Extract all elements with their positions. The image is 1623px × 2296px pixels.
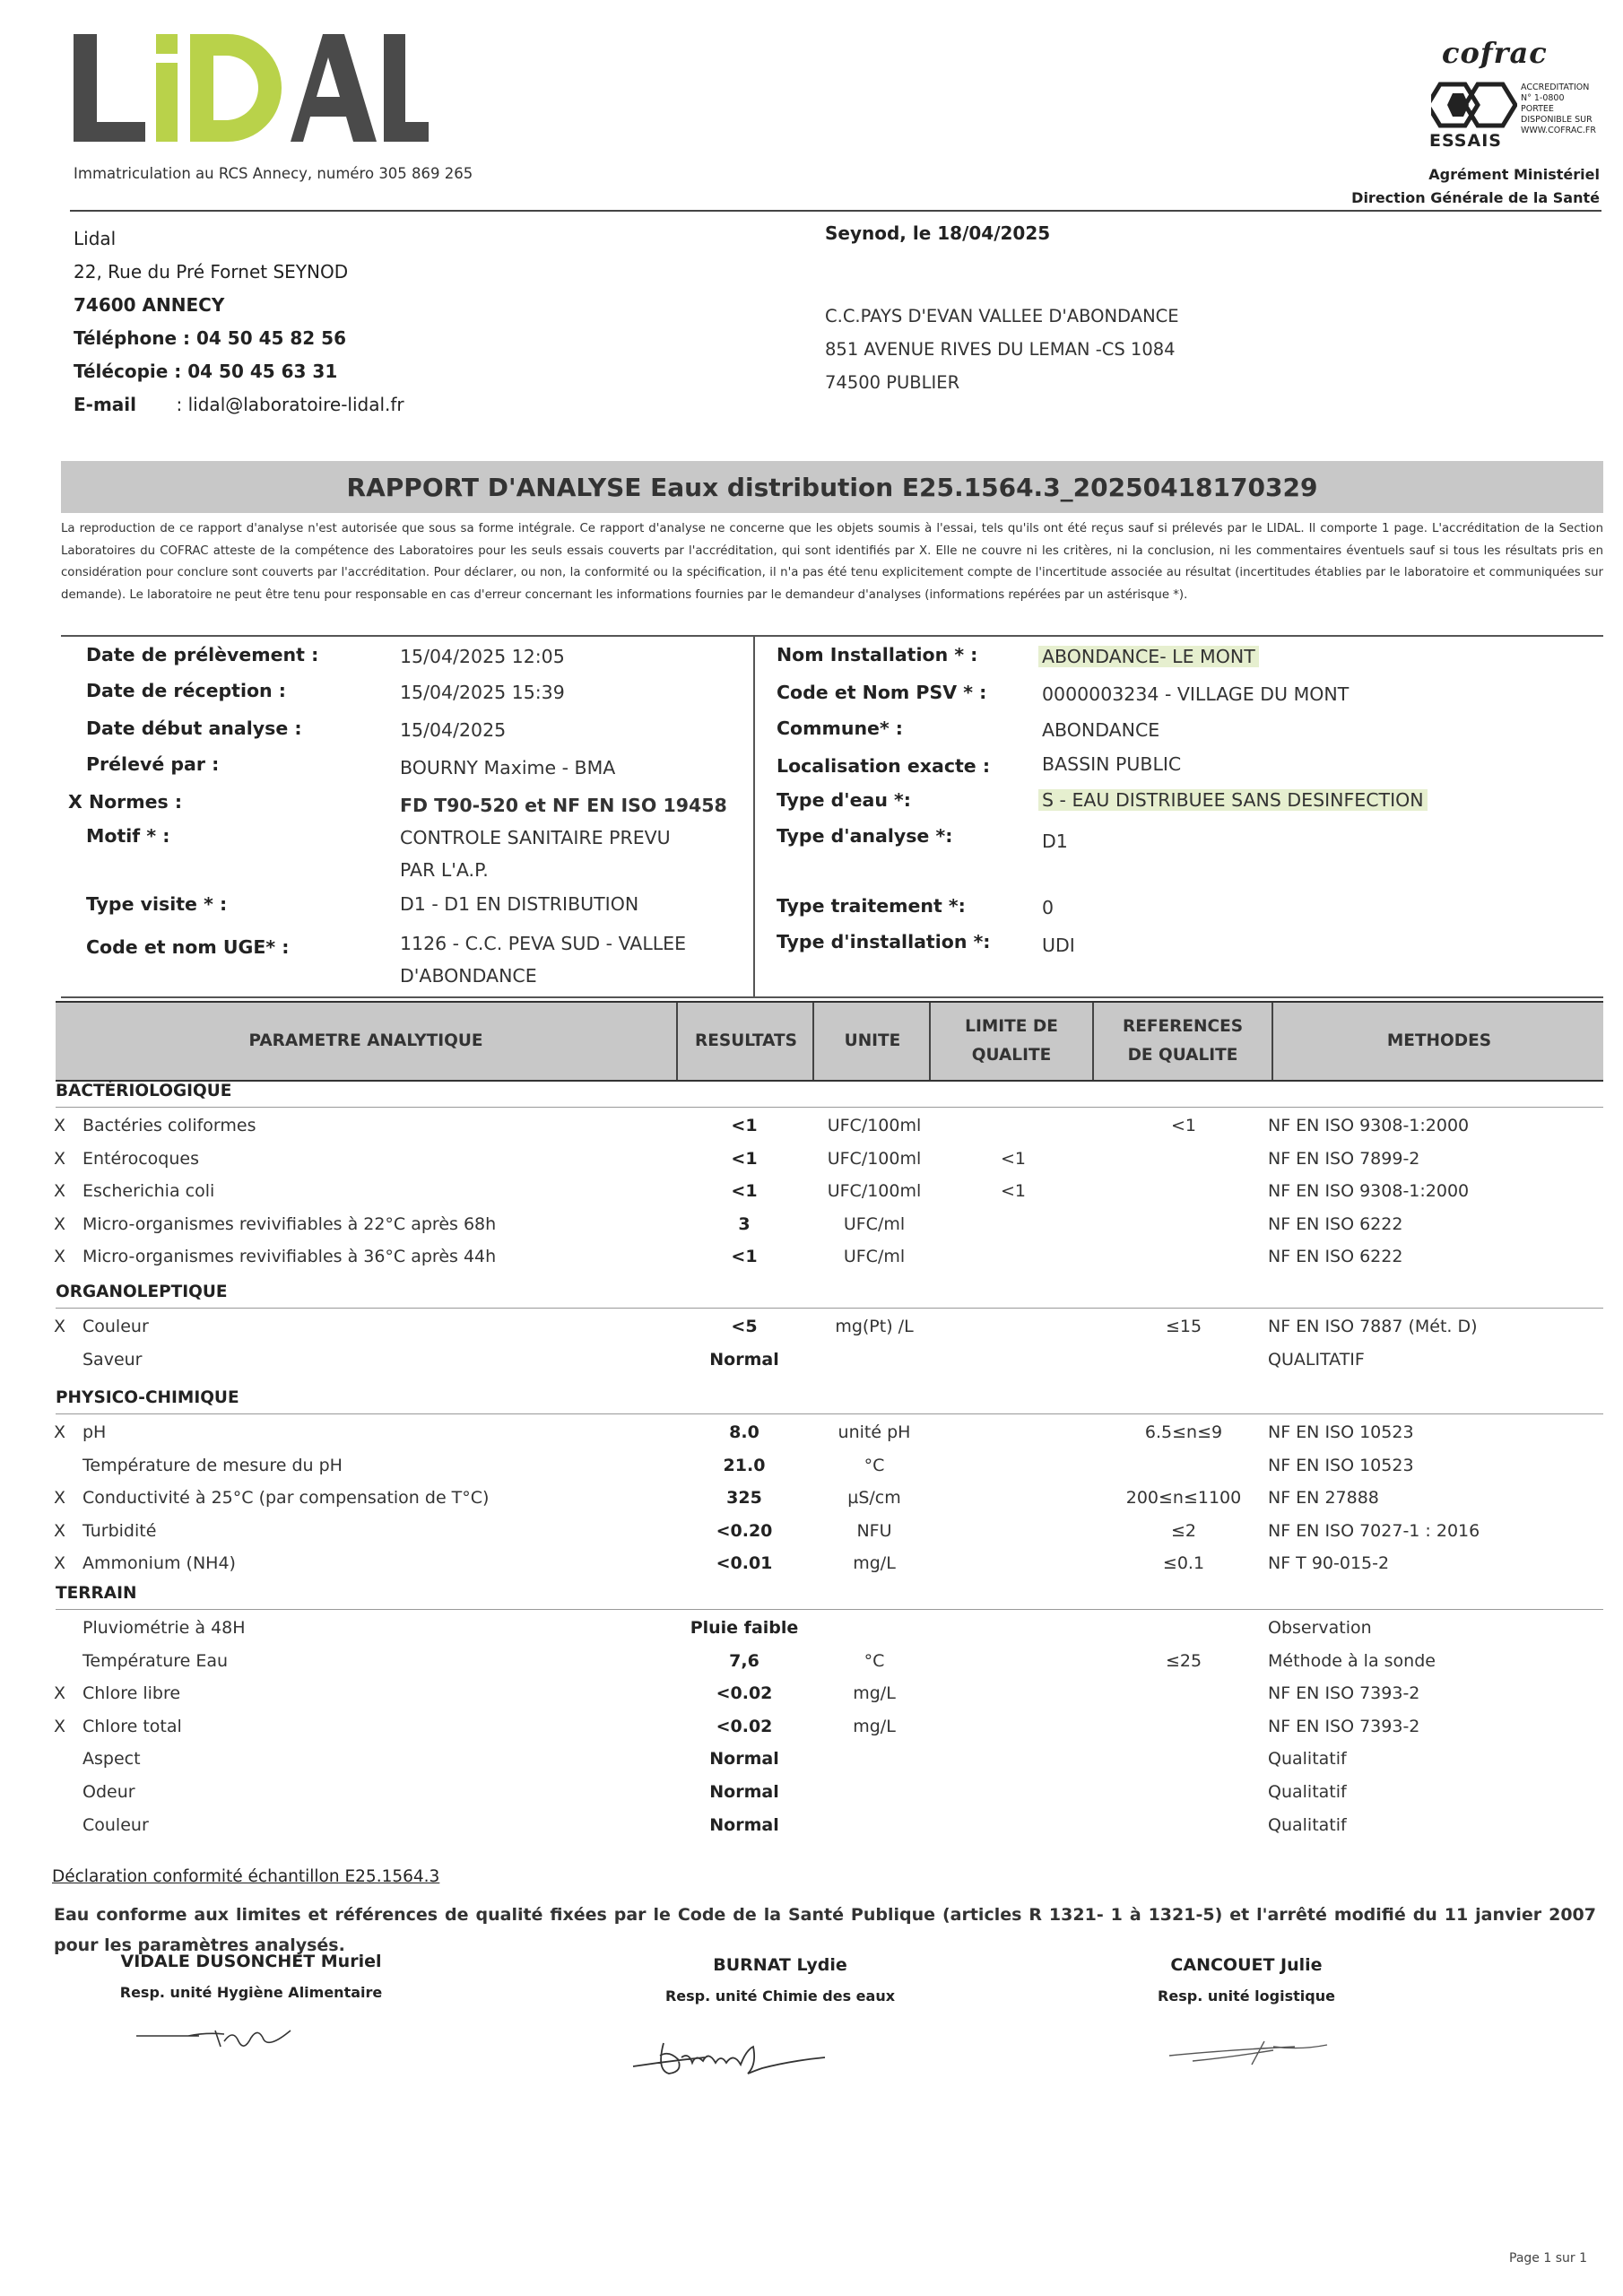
table-row xyxy=(0,1149,1623,1181)
rcs-registration: Immatriculation au RCS Annecy, numéro 305 869 265 xyxy=(74,165,473,182)
report-date: Seynod, le 18/04/2025 xyxy=(825,222,1051,244)
result-value: 7,6 xyxy=(729,1651,759,1671)
unit-value: UFC/ml xyxy=(843,1214,906,1234)
signatory-name: BURNAT Lydie xyxy=(713,1955,847,1975)
table-row xyxy=(0,1116,1623,1148)
table-row xyxy=(0,1247,1623,1279)
signatory-role: Resp. unité Chimie des eaux xyxy=(664,1987,896,2005)
parameter-name: Saveur xyxy=(82,1350,143,1370)
sender-phone: Téléphone : 04 50 45 82 56 xyxy=(74,327,347,349)
agrement-ministeriel: Agrément Ministériel Direction Générale de la Santé xyxy=(1351,166,1600,206)
signature-1 xyxy=(135,2018,332,2054)
signatory-name: CANCOUET Julie xyxy=(1170,1955,1323,1975)
unit-value: UFC/100ml xyxy=(827,1116,922,1135)
col-header-parameter: PARAMETRE ANALYTIQUE xyxy=(248,1031,483,1050)
col-header-references: REFERENCES DE QUALITE xyxy=(1092,1003,1271,1080)
method-name: NF EN ISO 7393-2 xyxy=(1268,1717,1420,1736)
sender-email: E-mail : lidal@laboratoire-lidal.fr xyxy=(74,394,404,415)
result-value: Pluie faible xyxy=(690,1618,799,1638)
parameter-name: Entérocoques xyxy=(82,1149,199,1169)
info-label: Commune* : xyxy=(777,718,903,739)
section-divider xyxy=(56,1413,1603,1414)
col-header-results: RESULTATS xyxy=(676,1003,814,1080)
info-value: 0000003234 - VILLAGE DU MONT xyxy=(1042,683,1350,705)
recipient-address: C.C.PAYS D'EVAN VALLEE D'ABONDANCE 851 AVENUE RIVES DU LEMAN -CS 1084 74500 PUBLIER xyxy=(825,306,1179,393)
info-label: Type d'eau *: xyxy=(777,789,911,811)
method-name: NF EN ISO 9308-1:2000 xyxy=(1268,1181,1470,1201)
quality-limit: <1 xyxy=(1000,1181,1026,1201)
result-value: 325 xyxy=(726,1488,762,1508)
disclaimer: La reproduction de ce rapport d'analyse n'est autorisée que sous sa forme intégrale. Ce rapport d'analyse ne concerne que les objets soumis à l'essai, tels qu'ils ont été reçus sauf si prélevés par le LIDAL. Il comporte 1 page. L'accréditation de la Section Laboratoires du COFRAC atteste de la compétence des Laboratoires pour les seuls essais couverts par l'accréditation, qui sont identifiés par X. Elle ne couvre ni les critères, ni la conclusion, ni les commentaires éventuels sauf si tous les résultats pris en considération pour conclure sont couverts par l'accréditation. Pour déclarer, ou non, la conformité ou la spécification, il n'a pas été tenu explicitement compte de l'incertitude associée au résultat (incertitudes établies par le laboratoire et communiquées sur demande). Le laboratoire ne peut être tenu pour responsable en cas d'erreur concernant les informations fournies par le demandeur d'analyses (informations repérées par un astérisque *). xyxy=(61,522,1603,602)
info-value-cont: PAR L'A.P. xyxy=(400,859,489,881)
signatory-2 xyxy=(646,1955,915,2005)
info-label: X Normes : xyxy=(68,791,183,813)
method-name: NF EN ISO 7887 (Mét. D) xyxy=(1268,1317,1478,1336)
info-value: BOURNY Maxime - BMA xyxy=(400,757,616,778)
unit-value: °C xyxy=(864,1651,885,1671)
table-row xyxy=(0,1488,1623,1520)
info-value: S - EAU DISTRIBUEE SANS DESINFECTION xyxy=(1038,789,1428,811)
info-label: Date de prélèvement : xyxy=(86,644,319,665)
signatory-3 xyxy=(1121,1955,1372,2005)
method-name: Méthode à la sonde xyxy=(1268,1651,1436,1671)
info-value: 15/04/2025 12:05 xyxy=(400,646,565,667)
parameter-name: Couleur xyxy=(82,1317,149,1336)
table-row xyxy=(0,1181,1623,1213)
result-value: Normal xyxy=(709,1815,779,1835)
method-name: NF EN ISO 7393-2 xyxy=(1268,1683,1420,1703)
method-name: NF EN ISO 10523 xyxy=(1268,1422,1414,1442)
accredited-mark: X xyxy=(54,1149,66,1169)
signature-3 xyxy=(1166,2034,1345,2070)
quality-reference: <1 xyxy=(1170,1116,1196,1135)
quality-reference: ≤2 xyxy=(1170,1521,1196,1541)
info-value-cont: D'ABONDANCE xyxy=(400,965,537,987)
result-value: <0.02 xyxy=(716,1717,773,1736)
sender-fax: Télécopie : 04 50 45 63 31 xyxy=(74,361,338,382)
signatory-1 xyxy=(117,1952,386,2001)
info-value: BASSIN PUBLIC xyxy=(1042,753,1182,775)
quality-limit: <1 xyxy=(1000,1149,1026,1169)
unit-value: µS/cm xyxy=(847,1488,901,1508)
accredited-mark: X xyxy=(54,1116,66,1135)
method-name: NF EN ISO 6222 xyxy=(1268,1214,1403,1234)
parameter-name: Chlore total xyxy=(82,1717,182,1736)
quality-reference: ≤25 xyxy=(1165,1651,1202,1671)
table-row xyxy=(0,1456,1623,1488)
sender-name: Lidal xyxy=(74,228,117,249)
info-label: Code et nom UGE* : xyxy=(86,936,290,958)
section-divider xyxy=(56,1308,1603,1309)
declaration-text: Eau conforme aux limites et références de qualité fixées par le Code de la Santé Publique (articles R 1321- 1 à 1321-5) et l'arrêté modifié du 11 janvier 2007 pour les paramètres analysés. xyxy=(54,1905,1596,1955)
info-label: Type traitement *: xyxy=(777,895,966,917)
info-value: D1 xyxy=(1042,831,1068,852)
method-name: NF EN ISO 9308-1:2000 xyxy=(1268,1116,1470,1135)
parameter-name: Pluviométrie à 48H xyxy=(82,1618,246,1638)
info-top-divider xyxy=(61,635,1603,637)
table-row xyxy=(0,1350,1623,1382)
result-value: Normal xyxy=(709,1350,779,1370)
accredited-mark: X xyxy=(54,1488,66,1508)
info-value: FD T90-520 et NF EN ISO 19458 xyxy=(400,795,727,816)
cofrac-emblem-icon xyxy=(1431,79,1517,131)
info-value: 0 xyxy=(1042,897,1055,918)
signature-2 xyxy=(628,2022,915,2084)
table-row xyxy=(0,1717,1623,1749)
method-name: Observation xyxy=(1268,1618,1372,1638)
quality-reference: 6.5≤n≤9 xyxy=(1144,1422,1223,1442)
table-row xyxy=(0,1782,1623,1814)
accredited-mark: X xyxy=(54,1317,66,1336)
info-label: Type visite * : xyxy=(86,893,228,915)
info-value: ABONDANCE- LE MONT xyxy=(1038,646,1259,667)
lidal-logo xyxy=(70,27,429,152)
info-value: 1126 - C.C. PEVA SUD - VALLEE xyxy=(400,933,687,954)
parameter-name: Température de mesure du pH xyxy=(82,1456,343,1475)
unit-value: NFU xyxy=(856,1521,892,1541)
method-name: NF EN ISO 7899-2 xyxy=(1268,1149,1420,1169)
method-name: NF EN ISO 7027-1 : 2016 xyxy=(1268,1521,1480,1541)
header-divider xyxy=(70,210,1601,212)
signatory-name: VIDALE DUSONCHET Muriel xyxy=(120,1952,382,1971)
result-value: 3 xyxy=(738,1214,751,1234)
method-name: NF EN ISO 10523 xyxy=(1268,1456,1414,1475)
result-value: <0.01 xyxy=(716,1553,773,1573)
table-row xyxy=(0,1521,1623,1553)
unit-value: unité pH xyxy=(838,1422,911,1442)
info-label: Nom Installation * : xyxy=(777,644,978,665)
cofrac-title: cofrac xyxy=(1442,36,1548,70)
parameter-name: Turbidité xyxy=(82,1521,157,1541)
table-row xyxy=(0,1422,1623,1455)
unit-value: mg/L xyxy=(853,1683,896,1703)
result-value: <1 xyxy=(731,1149,758,1169)
result-value: Normal xyxy=(709,1749,779,1769)
parameter-name: Chlore libre xyxy=(82,1683,181,1703)
info-value: 15/04/2025 15:39 xyxy=(400,682,565,703)
accredited-mark: X xyxy=(54,1422,66,1442)
info-label: Date de réception : xyxy=(86,680,286,701)
result-value: <1 xyxy=(731,1116,758,1135)
col-header-limit: LIMITE DE QUALITE xyxy=(929,1003,1092,1080)
info-value: D1 - D1 EN DISTRIBUTION xyxy=(400,893,639,915)
table-row xyxy=(0,1553,1623,1586)
table-row xyxy=(0,1214,1623,1247)
info-label: Localisation exacte : xyxy=(777,755,991,777)
cofrac-accreditation-text: ACCREDITATION N° 1-0800 PORTEE DISPONIBLE SUR WWW.COFRAC.FR xyxy=(1521,83,1596,135)
parameter-name: Couleur xyxy=(82,1815,149,1835)
section-divider xyxy=(56,1609,1603,1610)
unit-value: mg/L xyxy=(853,1553,896,1573)
info-label: Code et Nom PSV * : xyxy=(777,682,987,703)
parameter-name: Odeur xyxy=(82,1782,135,1802)
info-value: CONTROLE SANITAIRE PREVU xyxy=(400,827,671,848)
section-title: BACTÉRIOLOGIQUE xyxy=(56,1082,232,1100)
info-value: ABONDANCE xyxy=(1042,719,1160,741)
cofrac-essais: ESSAIS xyxy=(1429,131,1502,151)
table-row xyxy=(0,1683,1623,1716)
parameter-name: Ammonium (NH4) xyxy=(82,1553,236,1573)
parameter-name: Température Eau xyxy=(82,1651,229,1671)
accredited-mark: X xyxy=(54,1553,66,1573)
result-value: <1 xyxy=(731,1247,758,1266)
unit-value: mg/L xyxy=(853,1717,896,1736)
info-bottom-divider xyxy=(61,996,1603,998)
method-name: NF EN ISO 6222 xyxy=(1268,1247,1403,1266)
unit-value: UFC/100ml xyxy=(827,1181,922,1201)
sender-address xyxy=(74,222,404,422)
info-label: Prélevé par : xyxy=(86,753,220,775)
unit-value: °C xyxy=(864,1456,885,1475)
info-label: Type d'installation *: xyxy=(777,931,991,952)
signatory-role: Resp. unité Hygiène Alimentaire xyxy=(119,1984,383,2001)
info-label: Type d'analyse *: xyxy=(777,825,953,847)
info-label: Date début analyse : xyxy=(86,718,302,739)
table-row xyxy=(0,1317,1623,1349)
signatory-role: Resp. unité logistique xyxy=(1158,1987,1335,2005)
declaration-title: Déclaration conformité échantillon E25.1564.3 xyxy=(52,1867,440,1886)
section-title: ORGANOLEPTIQUE xyxy=(56,1283,228,1301)
result-value: 21.0 xyxy=(723,1456,766,1475)
parameter-name: pH xyxy=(82,1422,107,1442)
section-title: TERRAIN xyxy=(56,1584,137,1603)
col-header-unit: UNITE xyxy=(812,1003,931,1080)
result-value: <5 xyxy=(731,1317,758,1336)
parameter-name: Aspect xyxy=(82,1749,141,1769)
parameter-name: Escherichia coli xyxy=(82,1181,215,1201)
accredited-mark: X xyxy=(54,1717,66,1736)
parameter-name: Conductivité à 25°C (par compensation de T°C) xyxy=(82,1488,490,1508)
info-value: 15/04/2025 xyxy=(400,719,507,741)
parameter-name: Micro-organismes revivifiables à 36°C après 44h xyxy=(82,1247,497,1266)
sender-city: 74600 ANNECY xyxy=(74,294,225,316)
page-number: Page 1 sur 1 xyxy=(1509,2251,1587,2266)
info-value: UDI xyxy=(1042,935,1075,956)
info-column-divider xyxy=(753,637,755,997)
method-name: Qualitatif xyxy=(1268,1782,1347,1802)
result-value: 8.0 xyxy=(729,1422,759,1442)
table-row xyxy=(0,1749,1623,1781)
cofrac-accreditation-logo xyxy=(1426,36,1596,152)
result-value: <0.20 xyxy=(716,1521,773,1541)
quality-reference: ≤15 xyxy=(1165,1317,1202,1336)
result-value: Normal xyxy=(709,1782,779,1802)
table-row xyxy=(0,1618,1623,1650)
unit-value: mg(Pt) /L xyxy=(835,1317,914,1336)
result-value: <0.02 xyxy=(716,1683,773,1703)
section-divider xyxy=(56,1107,1603,1108)
col-header-methods: METHODES xyxy=(1271,1003,1605,1080)
quality-reference: ≤0.1 xyxy=(1162,1553,1205,1573)
unit-value: UFC/ml xyxy=(843,1247,906,1266)
parameter-name: Micro-organismes revivifiables à 22°C après 68h xyxy=(82,1214,497,1234)
info-label: Motif * : xyxy=(86,825,170,847)
method-name: Qualitatif xyxy=(1268,1749,1347,1769)
method-name: QUALITATIF xyxy=(1268,1350,1365,1370)
method-name: Qualitatif xyxy=(1268,1815,1347,1835)
method-name: NF EN 27888 xyxy=(1268,1488,1379,1508)
unit-value: UFC/100ml xyxy=(827,1149,922,1169)
report-title: RAPPORT D'ANALYSE Eaux distribution E25.1564.3_20250418170329 xyxy=(61,461,1603,513)
section-title: PHYSICO-CHIMIQUE xyxy=(56,1388,239,1407)
table-row xyxy=(0,1815,1623,1848)
method-name: NF T 90-015-2 xyxy=(1268,1553,1390,1573)
quality-reference: 200≤n≤1100 xyxy=(1125,1488,1242,1508)
accredited-mark: X xyxy=(54,1683,66,1703)
sender-street: 22, Rue du Pré Fornet SEYNOD xyxy=(74,261,349,283)
result-value: <1 xyxy=(731,1181,758,1201)
accredited-mark: X xyxy=(54,1181,66,1201)
accredited-mark: X xyxy=(54,1521,66,1541)
accredited-mark: X xyxy=(54,1247,66,1266)
parameter-name: Bactéries coliformes xyxy=(82,1116,256,1135)
results-table-header xyxy=(56,1001,1603,1082)
table-row xyxy=(0,1651,1623,1683)
accredited-mark: X xyxy=(54,1214,66,1234)
